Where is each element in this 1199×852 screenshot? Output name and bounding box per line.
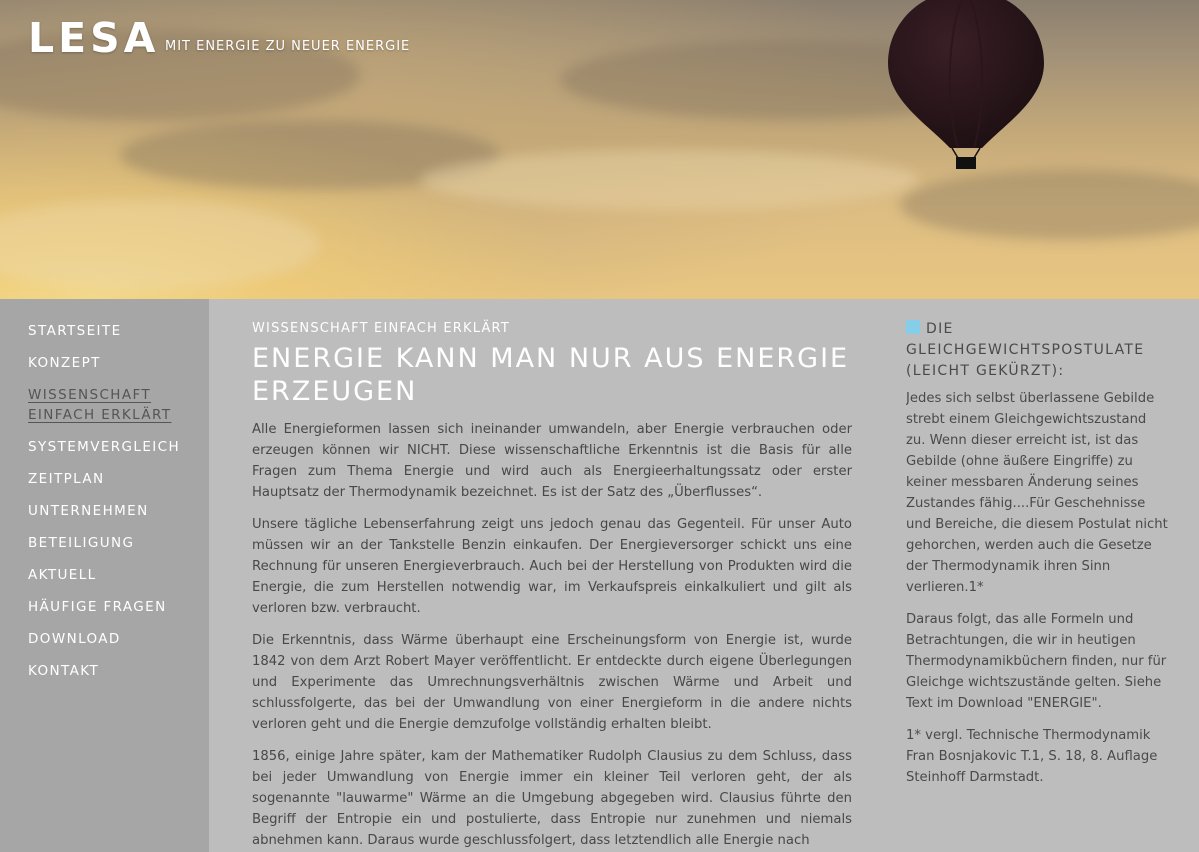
hot-air-balloon-image (886, 0, 1046, 173)
nav-item-download[interactable]: DOWNLOAD (28, 631, 121, 647)
nav-item-zeitplan[interactable]: ZEITPLAN (28, 471, 105, 487)
info-paragraph: Jedes sich selbst überlassene Gebilde strebt einem Gleichgewichtszustand zu. Wenn dieser erreicht ist, ist das Gebilde (ohne äußere Eingriffe) zu keiner messbaren Änderung seines Zustandes fähig....Für Geschehnisse und Bereiche, die diesem Postulat nicht gehorchen, werden auch die Gesetze der Thermodynamik ihren Sinn verlieren.1* (906, 391, 1168, 595)
cloud (420, 150, 920, 210)
info-box-title-text: DIE GLEICHGEWICHTSPOSTULATE (LEICHT GEKÜRZT): (906, 321, 1145, 379)
section-kicker: WISSENSCHAFT EINFACH ERKLÄRT (252, 321, 510, 336)
nav-item-kontakt[interactable]: KONTAKT (28, 663, 100, 679)
info-footnote: 1* vergl. Technische Thermodynamik Fran Bosnjakovic T.1, S. 18, 8. Auflage Steinhoff Darmstadt. (906, 728, 1158, 785)
accent-square-icon (906, 320, 920, 334)
nav-item-systemvergleich[interactable]: SYSTEMVERGLEICH (28, 439, 181, 455)
sidebar-info-box (906, 299, 1168, 852)
hero-banner (0, 0, 1199, 299)
main-content (252, 299, 852, 852)
nav-item-wissenschaft[interactable]: WISSENSCHAFT EINFACH ERKLÄRT (28, 387, 172, 423)
body-paragraph: Alle Energieformen lassen sich ineinander umwandeln, aber Energie verbrauchen oder erzeugen können wir NICHT. Diese wissenschaftliche Erkenntnis ist die Basis für alle Fragen zum Thema Energie und wird auch als Energieerhaltungssatz oder erster Hauptsatz der Thermodynamik bezeichnet. Es ist der Satz des „Überflusses“. (252, 422, 852, 500)
nav-item-aktuell[interactable]: AKTUELL (28, 567, 97, 583)
body-paragraph: 1856, einige Jahre später, kam der Mathematiker Rudolph Clausius zu dem Schluss, dass bei jeder Umwandlung von Energie immer ein kleiner Teil verloren geht, der als sogenannte "lauwarme" Wärme an die Umgebung abgegeben wird. Clausius führte den Begriff der Entropie ein und postulierte, dass Entropie nur zunehmen und niemals abnehmen kann. Daraus wurde geschlussfolgert, dass letztendlich alle Energie nach (252, 749, 852, 848)
body-paragraph: Unsere tägliche Lebenserfahrung zeigt uns jedoch genau das Gegenteil. Für unser Auto müssen wir an der Tankstelle Benzin einkaufen. Der Energieversorger schickt uns eine Rechnung für unseren Energieverbrauch. Auch bei der Herstellung von Produkten wird die Energie, die zum Herstellen notwendig war, im Verkaufspreis einkalkuliert und gilt als verloren bzw. verbraucht. (252, 517, 852, 616)
nav-item-haeufige-fragen[interactable]: HÄUFIGE FRAGEN (28, 599, 167, 615)
cloud (900, 170, 1199, 240)
nav-item-unternehmen[interactable]: UNTERNEHMEN (28, 503, 149, 519)
info-paragraph: Daraus folgt, das alle Formeln und Betrachtungen, die wir in heutigen Thermodynamikbüchern finden, nur für Gleichge wichtszustände gelten. Siehe Text im Download "ENERGIE". (906, 612, 1167, 711)
body-paragraph: Die Erkenntnis, dass Wärme überhaupt eine Erscheinungsform von Energie ist, wurde 1842 von dem Arzt Robert Mayer veröffentlicht. Er entdeckte durch eigene Überlegungen und Experimente das Umrechnungsverhältnis zwischen Wärme und Arbeit und schlussfolgerte, das bei der Umwandlung von einer Energieform in die andere nichts verloren geht und die Energie demzufolge vollständig erhalten bleibt. (252, 633, 852, 732)
nav-item-konzept[interactable]: KONZEPT (28, 355, 101, 371)
nav-item-startseite[interactable]: STARTSEITE (28, 323, 122, 339)
nav-item-beteiligung[interactable]: BETEILIGUNG (28, 535, 135, 551)
cloud (0, 200, 320, 290)
site-tagline: MIT ENERGIE ZU NEUER ENERGIE (165, 39, 411, 54)
info-box-title (906, 319, 1168, 382)
site-logo[interactable]: LESA (28, 14, 160, 62)
page-title: ENERGIE KANN MAN NUR AUS ENERGIE ERZEUGEN (252, 343, 850, 407)
sidebar-nav (0, 299, 209, 852)
